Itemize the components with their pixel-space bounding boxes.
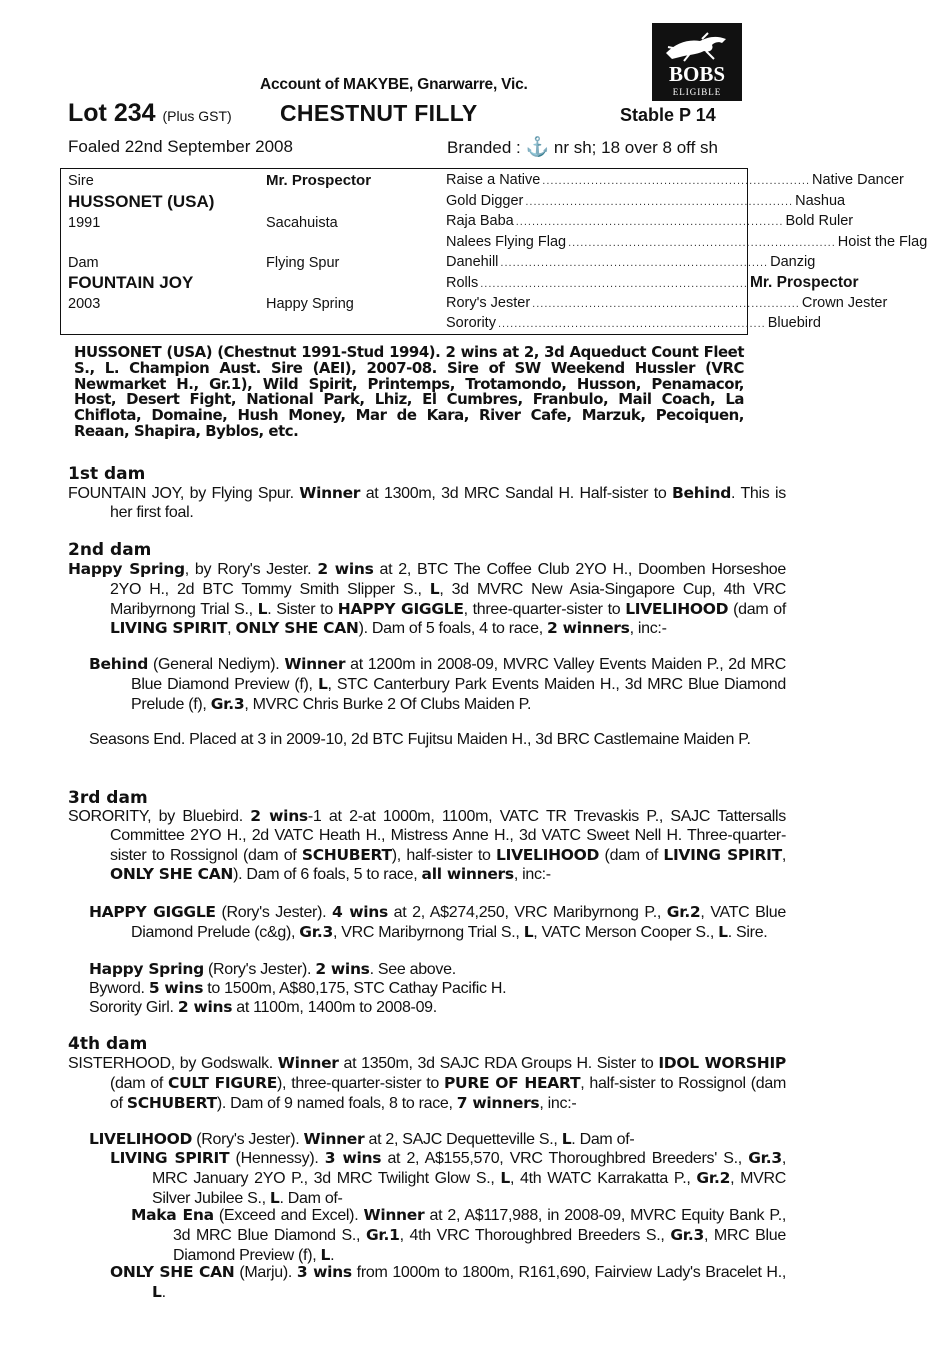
logo-brand: BOBS (668, 62, 726, 86)
pedigree-row: Nalees Flying Flag .................................................................. Hoist the Flag (446, 234, 927, 250)
pedigree-row: Raise a Native .................................................................. Native Dancer (446, 172, 904, 188)
stable-number: Stable P 14 (620, 105, 716, 125)
foaled-date: Foaled 22nd September 2008 (68, 137, 293, 156)
sire-sire: Mr. Prospector (266, 172, 372, 189)
dam-label: Dam (68, 255, 99, 271)
dam-dam: Happy Spring (266, 296, 354, 312)
produce-happy-spring: Happy Spring (Rory's Jester). 2 wins. See above. (89, 960, 456, 978)
pedigree-row: Danehill .................................................................. Danzig (446, 254, 816, 270)
sire-year: 1991 (68, 215, 101, 231)
third-dam-heading: 3rd dam (68, 788, 148, 808)
lot-label: Lot 234 (68, 99, 156, 127)
branded-label: Branded : (447, 138, 521, 157)
second-dam-heading: 2nd dam (68, 540, 152, 560)
pedigree-row: Gold Digger .................................................................. Nashua (446, 193, 846, 209)
sire-name: HUSSONET (USA) (68, 192, 215, 211)
second-dam-text: Happy Spring, by Rory's Jester. 2 wins at 2, BTC The Coffee Club 2YO H., Doomben Horseshoe 2YO H., 2d BTC Tommy Smith Slipper S., L, 3d MVRC New Asia-Singapore Cup, 4th VRC Maribyrnong Trial S., L. Sister to HAPPY GIGGLE, three-quarter-sister to LIVELIHOOD (dam of LIVING SPIRIT, ONLY SHE CAN). Dam of 5 foals, 4 to race, 2 winners, inc:- (68, 560, 787, 638)
produce-seasons-end: Seasons End. Placed at 3 in 2009-10, 2d BTC Fujitsu Maiden H., 3d BRC Castlemaine Maiden P. (89, 731, 751, 748)
dam-sire: Flying Spur (266, 255, 340, 271)
branded-text: nr sh; 18 over 8 off sh (553, 138, 718, 157)
fourth-dam-text: SISTERHOOD, by Godswalk. Winner at 1350m, 3d SAJC RDA Groups H. Sister to IDOL WORSHIP (dam of CULT FIGURE), three-quarter-sister to PURE OF HEART, half-sister to Rossignol (dam of SCHUBERT). Dam of 9 named foals, 8 to race, 7 winners, inc:- (68, 1054, 786, 1112)
fourth-dam-heading: 4th dam (68, 1034, 148, 1054)
bobs-eligible-logo (652, 23, 742, 101)
produce-sorority-girl: Sorority Girl. 2 wins at 1100m, 1400m to 2008-09. (89, 998, 437, 1016)
brand-info (447, 135, 718, 159)
third-dam-text: SORORITY, by Bluebird. 2 wins-1 at 2-at 1000m, 1100m, VATC TR Trevaskis P., SAJC Tattersalls Committee 2YO H., 2d VATC Heath H., Mistress Anne H., 3d VATC Sweet Nell H. Three-quarter-sister to Rossignol (dam of SCHUBERT), half-sister to LIVELIHOOD (dam of LIVING SPIRIT, ONLY SHE CAN). Dam of 6 foals, 5 to race, all winners, inc:- (68, 807, 786, 884)
sire-summary: HUSSONET (USA) (Chestnut 1991-Stud 1994). 2 wins at 2, 3d Aqueduct Count Fleet S., L. Champion Aust. Sire (AEI), 2007-08. Sire of SW Weekend Hussler (VRC Newmarket H., Gr.1), Wild Spirit, Printemps, Trotamondo, Husson, Penamacor, Host, Desert Fight, National Park, Lhiz, El Cumbres, Franbulo, Mail Coach, La Chiflota, Domaine, Hush Money, Mar de Kara, River Cafe, Marzuk, Pecoiquen, Reaan, Shapira, Byblos, etc. (74, 343, 744, 440)
racehorse-icon (662, 29, 732, 63)
pedigree-row: Rory's Jester .................................................................. Crown Jester (446, 295, 888, 311)
produce-livelihood: LIVELIHOOD (Rory's Jester). Winner at 2, SAJC Dequetteville S., L. Dam of- (89, 1130, 635, 1148)
vendor-account: Account of MAKYBE, Gnarwarre, Vic. (260, 76, 528, 93)
pedigree-row: Raja Baba .................................................................. Bold Ruler (446, 213, 854, 229)
produce-maka-ena: Maka Ena (Exceed and Excel). Winner at 2, A$117,988, in 2008-09, MVRC Equity Bank P., 3d MRC Blue Diamond S., Gr.1, 4th VRC Thoroughbred Breeders S., Gr.3, MRC Blue Diamond Preview (f), L. (131, 1206, 786, 1264)
sire-dam: Sacahuista (266, 215, 338, 231)
produce-behind: Behind (General Nediym). Winner at 1200m in 2008-09, MVRC Valley Events Maiden P., 2d MRC Blue Diamond Preview (f), L, STC Canterbury Park Events Maiden H., 3d MRC Blue Diamond Prelude (f), Gr.3, MVRC Chris Burke 2 Of Clubs Maiden P. (89, 655, 786, 713)
pedigree-row: Sorority .................................................................. Bluebird (446, 315, 821, 331)
first-dam-text: FOUNTAIN JOY, by Flying Spur. Winner at 1300m, 3d MRC Sandal H. Half-sister to Behind. This is her first foal. (68, 484, 786, 521)
produce-byword: Byword. 5 wins to 1500m, A$80,175, STC Cathay Pacific H. (89, 979, 507, 997)
pedigree-row: Rolls .................................................................. Mr. Prospector (446, 274, 859, 291)
horse-description: CHESTNUT FILLY (280, 100, 478, 126)
logo-sub: ELIGIBLE (672, 87, 722, 97)
produce-happy-giggle: HAPPY GIGGLE (Rory's Jester). 4 wins at 2, A$274,250, VRC Maribyrnong P., Gr.2, VATC Blue Diamond Prelude (c&g), Gr.3, VRC Maribyrnong Trial S., L, VATC Merson Cooper S., L. Sire. (89, 903, 787, 941)
produce-living-spirit: LIVING SPIRIT (Hennessy). 3 wins at 2, A$155,570, VRC Thoroughbred Breeders' S., Gr.3, MRC January 2YO P., 3d MRC Twilight Glow S., L, 4th WATC Karrakatta P., Gr.2, MVRC Silver Jubilee S., L. Dam of- (110, 1149, 787, 1207)
lot-number (68, 99, 232, 128)
produce-only-she-can: ONLY SHE CAN (Marju). 3 wins from 1000m to 1800m, R161,690, Fairview Lady's Bracelet H., L. (110, 1263, 786, 1301)
dam-name: FOUNTAIN JOY (68, 273, 194, 292)
gst-note: (Plus GST) (162, 108, 232, 124)
sire-label: Sire (68, 173, 94, 189)
dam-year: 2003 (68, 296, 101, 312)
first-dam-heading: 1st dam (68, 464, 146, 484)
anchor-icon: ⚓ (525, 137, 550, 158)
